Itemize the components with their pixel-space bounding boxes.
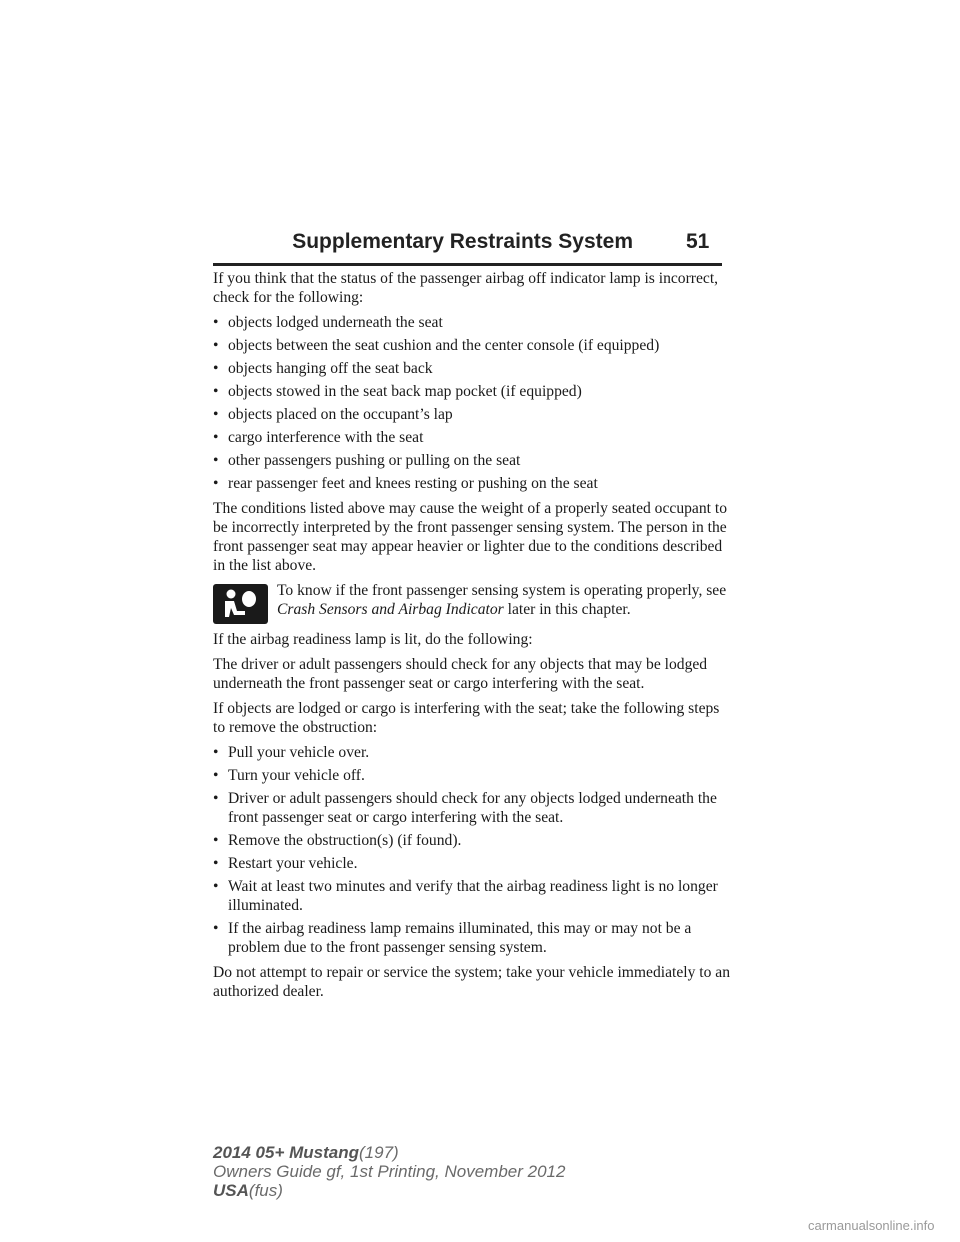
callout-text-after: later in this chapter. <box>507 601 631 618</box>
list-item: • Pull your vehicle over. <box>213 743 733 762</box>
page-number: 51 <box>686 230 710 253</box>
cross-reference: Crash Sensors and Airbag Indicator <box>277 601 504 618</box>
list-item: • objects between the seat cushion and the center console (if equipped) <box>213 336 733 355</box>
list-item: • cargo interference with the seat <box>213 428 733 447</box>
steps-intro-paragraph: If objects are lodged or cargo is interfering with the seat; take the following steps to remove the obstruction: <box>213 700 720 736</box>
check-list <box>213 313 733 493</box>
list-item: • other passengers pushing or pulling on the seat <box>213 451 733 470</box>
list-item: • Restart your vehicle. <box>213 854 733 873</box>
footer-market: USA <box>213 1181 249 1200</box>
closing-paragraph: Do not attempt to repair or service the system; take your vehicle immediately to an authorized dealer. <box>213 964 731 1000</box>
list-item: • objects hanging off the seat back <box>213 359 733 378</box>
steps-list <box>213 743 733 957</box>
list-item: • Remove the obstruction(s) (if found). <box>213 831 733 850</box>
airbag-icon <box>213 584 268 624</box>
airbag-callout <box>213 581 733 624</box>
footer-market-code: (fus) <box>248 1181 283 1200</box>
list-item: • rear passenger feet and knees resting or pushing on the seat <box>213 474 733 493</box>
lamp-lit-paragraph: If the airbag readiness lamp is lit, do the following: <box>213 631 533 648</box>
footer-model: 2014 05+ Mustang <box>213 1143 359 1162</box>
list-item: • Turn your vehicle off. <box>213 766 733 785</box>
list-item: • If the airbag readiness lamp remains illuminated, this may or may not be a problem due to the front passenger sensing system. <box>213 919 733 957</box>
list-item: • objects stowed in the seat back map pocket (if equipped) <box>213 382 733 401</box>
intro-paragraph: If you think that the status of the passenger airbag off indicator lamp is incorrect, check for the following: <box>213 270 719 306</box>
footer-line-1 <box>213 1143 565 1162</box>
list-item: • objects placed on the occupant’s lap <box>213 405 733 424</box>
footer-line-2: Owners Guide gf, 1st Printing, November 2012 <box>213 1162 566 1181</box>
page-body <box>213 269 733 1007</box>
conditions-paragraph: The conditions listed above may cause the weight of a properly seated occupant to be incorrectly interpreted by the front passenger sensing system. The person in the front passenger seat may appear heavier or lighter due to the conditions described in the list above. <box>213 500 727 574</box>
callout-text <box>277 581 733 619</box>
page-title: Supplementary Restraints System <box>292 230 633 253</box>
footer <box>213 1143 565 1200</box>
list-item: • Driver or adult passengers should check for any objects lodged underneath the front passenger seat or cargo interfering with the seat. <box>213 789 733 827</box>
list-item: • objects lodged underneath the seat <box>213 313 733 332</box>
footer-code: (197) <box>359 1143 399 1162</box>
watermark: carmanualsonline.info <box>808 1218 935 1233</box>
header-divider <box>213 263 722 266</box>
list-item: • Wait at least two minutes and verify that the airbag readiness light is no longer illuminated. <box>213 877 733 915</box>
driver-check-paragraph: The driver or adult passengers should check for any objects that may be lodged underneath the front passenger seat or cargo interfering with the seat. <box>213 656 708 692</box>
callout-text-before: To know if the front passenger sensing system is operating properly, see <box>277 582 727 599</box>
footer-line-3 <box>213 1181 565 1200</box>
